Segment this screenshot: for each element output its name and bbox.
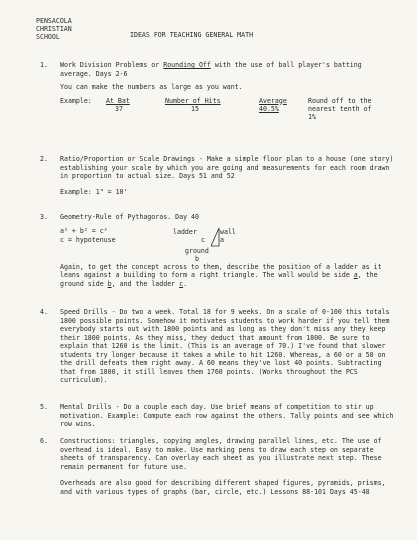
round-note: Round off to the xyxy=(308,96,372,105)
school-name xyxy=(36,17,72,41)
item-number: 1. xyxy=(40,61,48,69)
at-bat-header: At Bat xyxy=(106,96,130,105)
side-b-label: b xyxy=(195,254,199,263)
pythagoras-diagram xyxy=(60,225,395,263)
hits-header: Number of Hits xyxy=(165,96,221,105)
item-example: Example: 1" = 10' xyxy=(60,187,128,196)
item-text: Speed Drills - Do two a week. Total 18 for 9 weeks. On a scale of 0-100 this totals 1800 possible points. Somehow it motivates students to work harder if you tell them everybody starts out with 1800 points and as long as they don't miss any they keep their 1800 points. As they miss, they deduct that amount from 1800. Be sure to explain that 1260 is the limit. (This is an average of 70.) I've found that slower students try longer because it takes a while to hit 1260. Whereas, a 60 or a 50 on the drill defeats them right away. A 60 means they've lost 40 points. Subtracting that from 1800, it still leaves them 1760 points. (Works throughout the PCS curriculum). xyxy=(60,308,390,384)
item-text: Again, to get the concept across to them, describe the position of a ladder as it leans against a building to form a right triangle. The wall would be side a, the ground side b, and the ladder c. xyxy=(60,262,382,288)
underlined-term: Rounding Off xyxy=(163,61,211,69)
item-heading: Geometry-Rule of Pythagoras. Day 40 xyxy=(60,213,199,221)
item-number: 5. xyxy=(40,403,48,411)
ground-label: ground xyxy=(185,246,209,255)
item-number: 6. xyxy=(40,437,48,445)
example-table xyxy=(60,97,395,123)
school-line: CHRISTIAN xyxy=(36,25,72,33)
average-header: Average xyxy=(259,96,287,105)
round-note: 1% xyxy=(308,112,316,121)
round-note: nearest tenth of xyxy=(308,104,372,113)
item-note: You can make the numbers as large as you want. xyxy=(60,83,243,91)
item-text: Overheads are also good for describing different shaped figures, pyramids, prisms, and with various types of graphs (bar, circle, etc.) Lessons 88-101 Days 45-48 xyxy=(60,479,386,496)
side-a-label: a xyxy=(220,235,224,244)
wall-label: wall xyxy=(220,227,236,236)
item-text: Work Division Problems or Rounding Off with the use of ball player's batting average. Days 2-6 xyxy=(60,61,362,78)
average-value: 40.5% xyxy=(259,104,279,113)
pythagoras-formula: a² + b² = c² xyxy=(60,226,108,235)
school-line: PENSACOLA xyxy=(36,17,72,25)
hypotenuse-label: c = hypotenuse xyxy=(60,235,116,244)
item-number: 2. xyxy=(40,155,48,163)
example-label: Example: xyxy=(60,96,92,105)
side-c-label: c xyxy=(201,235,205,244)
right-triangle-icon xyxy=(211,227,221,247)
item-number: 4. xyxy=(40,308,48,316)
ladder-label: ladder xyxy=(173,227,197,236)
at-bat-value: 37 xyxy=(115,104,123,113)
school-line: SCHOOL xyxy=(36,33,60,41)
item-text: Mental Drills - Do a couple each day. Use brief means of competition to stir up motivation. Example: Compute each row against the others. Tally points and see which row wins. xyxy=(60,403,394,428)
item-text: Ratio/Proportion or Scale Drawings - Make a simple floor plan to a house (one story) establishing your scale by which you are going and measurements for each room drawn in proportion to actual size. Days 51 and 52 xyxy=(60,155,394,180)
item-number: 3. xyxy=(40,213,48,221)
document-title: IDEAS FOR TEACHING GENERAL MATH xyxy=(130,31,254,39)
hits-value: 15 xyxy=(191,104,199,113)
item-text: Constructions: triangles, copying angles, drawing parallel lines, etc. The use of overhead is ideal. Easy to make. Use marking pens to draw each step on separate sheets of transparency. Can overlay each sheet as you illustrate next step. These remain permanent for future use. xyxy=(60,437,382,471)
